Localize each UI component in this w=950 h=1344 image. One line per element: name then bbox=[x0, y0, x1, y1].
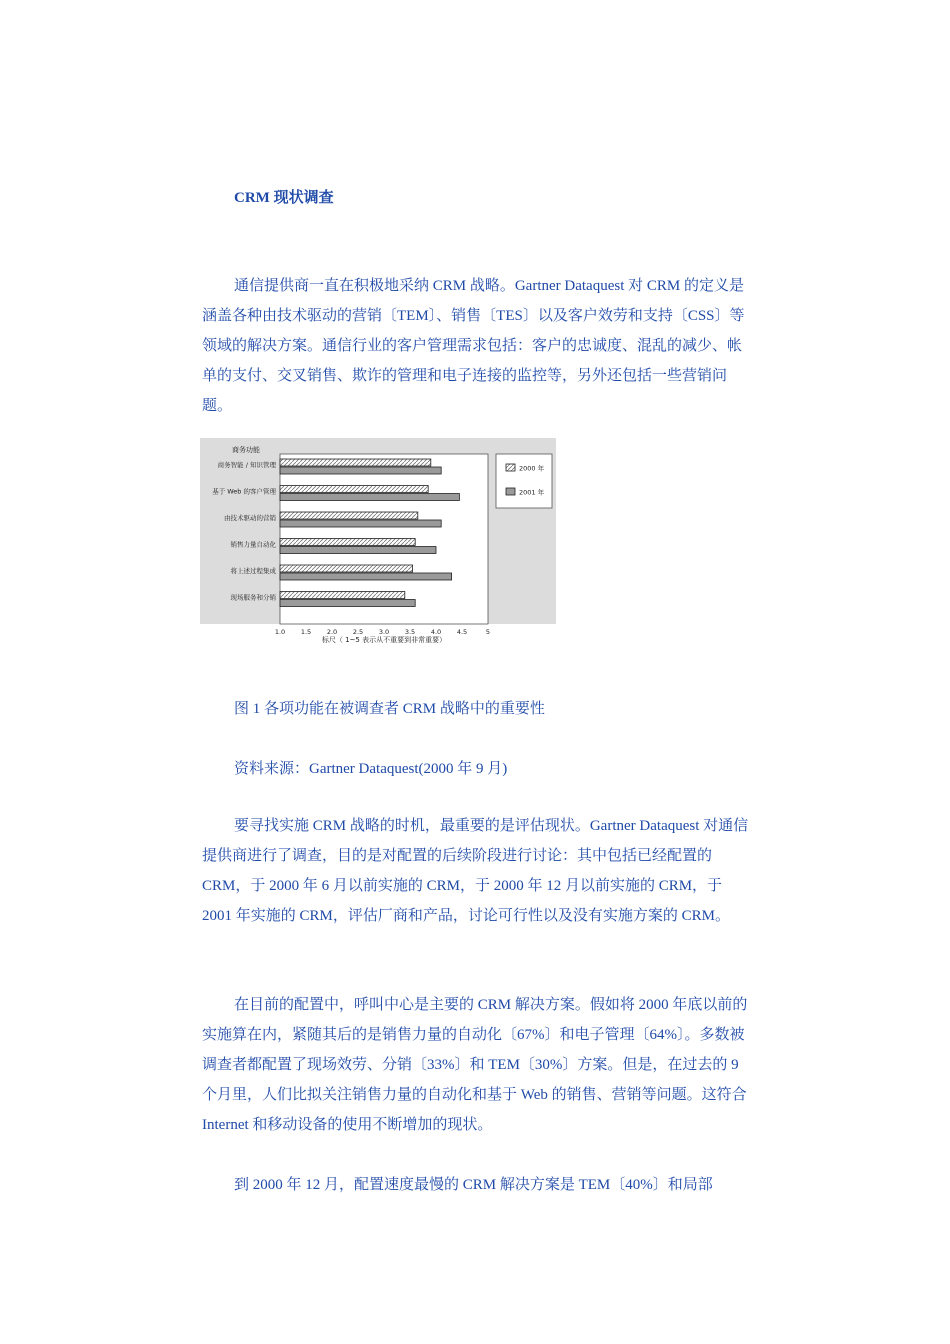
paragraph-assessment: 要寻找实施 CRM 战略的时机，最重要的是评估现状。Gartner Dataquest 对通信提供商进行了调查，目的是对配置的后续阶段进行讨论：其中包括已经配置的 CRM，于 2000 年 6 月以前实施的 CRM，于 2000 年 12 月以前实施的 CRM，于 2001 年实施的 CRM，评估厂商和产品，讨论可行性以及没有实施方案的 CRM。 bbox=[202, 818, 749, 924]
bar-2000 bbox=[280, 592, 405, 599]
bar-2001 bbox=[280, 573, 452, 580]
bar-2001 bbox=[280, 520, 441, 527]
x-tick-label: 1.0 bbox=[274, 628, 286, 636]
x-tick-label: 2.5 bbox=[352, 628, 364, 636]
category-label: 销售力量自动化 bbox=[230, 540, 276, 549]
category-label: 由技术驱动的营销 bbox=[224, 514, 276, 522]
category-label: 将上述过程集成 bbox=[230, 567, 276, 575]
bar-2000 bbox=[280, 459, 431, 466]
section-title: CRM 现状调查 bbox=[234, 190, 334, 206]
bar-2001 bbox=[280, 467, 441, 474]
bar-2000 bbox=[280, 512, 418, 519]
category-label: 基于 Web 的客户管理 bbox=[212, 487, 276, 496]
source-note: 资料来源：Gartner Dataquest(2000 年 9 月) bbox=[234, 761, 508, 777]
figure-caption: 图 1 各项功能在被调查者 CRM 战略中的重要性 bbox=[234, 701, 545, 717]
x-tick-label: 5 bbox=[485, 628, 491, 636]
chart-svg bbox=[200, 438, 556, 650]
legend-swatch bbox=[506, 464, 515, 471]
x-tick-label: 3.5 bbox=[404, 628, 416, 636]
bar-2001 bbox=[280, 600, 415, 607]
paragraph-slowest: 到 2000 年 12 月，配置速度最慢的 CRM 解决方案是 TEM〔40%〕和局部 bbox=[234, 1177, 713, 1193]
x-axis-label: 标尺（ 1~5 表示从不重要到非常重要） bbox=[321, 636, 447, 644]
legend-label: 2000 年 bbox=[519, 464, 545, 473]
x-tick-label: 1.5 bbox=[300, 628, 312, 636]
bar-2000 bbox=[280, 565, 413, 572]
bar-2000 bbox=[280, 539, 415, 546]
paragraph-deployment: 在目前的配置中，呼叫中心是主要的 CRM 解决方案。假如将 2000 年底以前的实施算在内，紧随其后的是销售力量的自动化〔67%〕和电子管理〔64%〕。多数被调查者都配置了现场效劳、分销〔33%〕和 TEM〔30%〕方案。但是，在过去的 9 个月里，人们比拟关注销售力量的自动化和基于 Web 的销售、营销等问题。这符合 Internet 和移动设备的使用不断增加的现状。 bbox=[202, 997, 748, 1133]
legend-swatch bbox=[506, 488, 515, 495]
x-tick-label: 3.0 bbox=[378, 628, 390, 636]
bar-2001 bbox=[280, 494, 459, 501]
legend-box bbox=[496, 454, 552, 508]
x-tick-label: 4.0 bbox=[430, 628, 442, 636]
category-label: 现场服务和分销 bbox=[230, 593, 276, 602]
chart-title: 商务功能 bbox=[232, 446, 260, 454]
paragraph-intro: 通信提供商一直在积极地采纳 CRM 战略。Gartner Dataquest 对 CRM 的定义是涵盖各种由技术驱动的营销〔TEM〕、销售〔TES〕以及客户效劳和支持〔CSS〕等领域的解决方案。通信行业的客户管理需求包括：客户的忠诚度、混乱的减少、帐单的支付、交叉销售、欺诈的管理和电子连接的监控等，另外还包括一些营销问题。 bbox=[202, 278, 745, 414]
x-tick-label: 2.0 bbox=[326, 628, 338, 636]
bar-2001 bbox=[280, 547, 436, 554]
bar-2000 bbox=[280, 486, 428, 493]
legend-label: 2001 年 bbox=[519, 488, 545, 497]
x-tick-label: 4.5 bbox=[456, 628, 468, 636]
category-label: 商务智能 / 知识管理 bbox=[217, 461, 276, 469]
bar-chart bbox=[200, 438, 556, 650]
